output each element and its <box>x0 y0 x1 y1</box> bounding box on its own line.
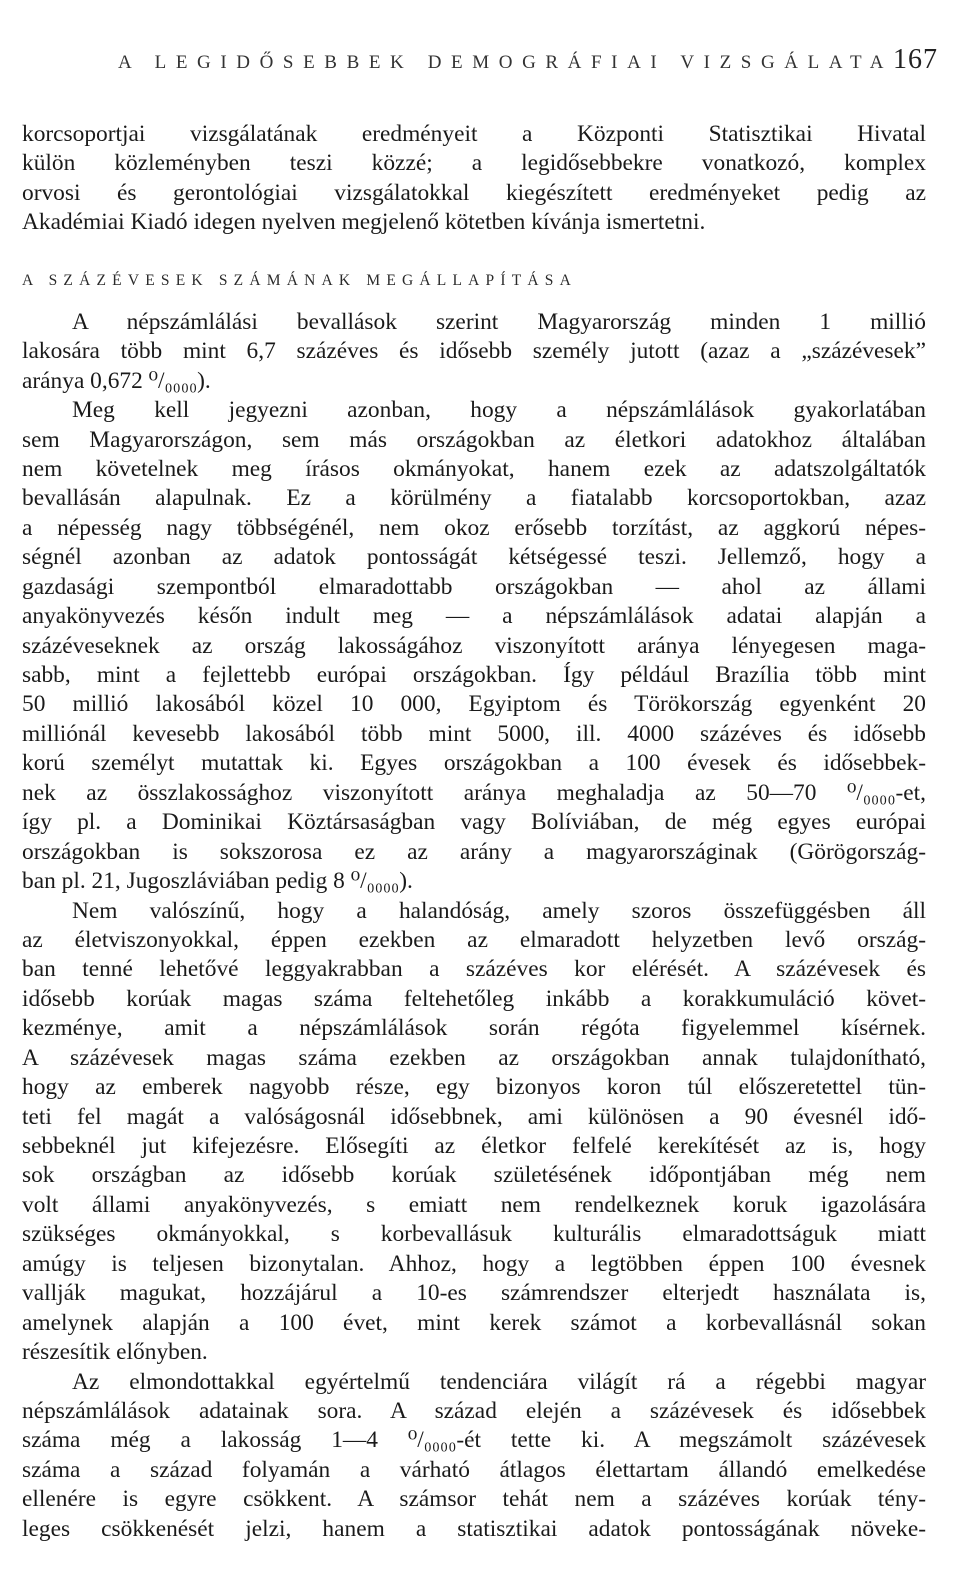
text-line: teti fel magát a valóságosnál idősebbnek, ami különösen a 90 évesnél idő- <box>22 1103 926 1130</box>
text-line: sabb, mint a fejlettebb európai országokban. Így például Brazília több mint <box>22 662 926 688</box>
text-line: sem Magyarországon, sem más országokban az életkori adatokhoz általában <box>22 426 926 453</box>
text-line: sebbeknél jut kifejezésre. Elősegíti az életkor felfelé kerekítését az is, hogy <box>22 1133 926 1159</box>
text-line: Az elmondottakkal egyértelmű tendenciára világít rá a régebbi magyar <box>72 1368 926 1395</box>
text-line: korcsoportjai vizsgálatának eredményeit a Központi Statisztikai Hivatal <box>22 121 926 147</box>
text-line: Akadémiai Kiadó idegen nyelven megjelenő kötetben kívánja ismertetni. <box>22 209 706 236</box>
text-line: száma a század folyamán a várható átlagos élettartam állandó emelkedése <box>22 1456 926 1483</box>
paragraph-2 <box>22 396 926 896</box>
text-line: kezménye, amit a népszámlálások során régóta figyelemmel kísérnek. <box>22 1015 926 1042</box>
text-line: amúgy is teljesen bizonytalan. Ahhoz, hogy a legtöbben éppen 100 évesnek <box>22 1250 926 1277</box>
text-line: ban tenné lehetővé leggyakrabban a százéves kor elérését. A százévesek és <box>22 956 926 983</box>
text-line: ellenére is egyre csökkent. A számsor tehát nem a százéves korúak tény- <box>22 1486 926 1513</box>
text-line: gazdasági szempontból elmaradottabb országokban — ahol az állami <box>22 573 926 600</box>
text-line: százéveseknek az ország lakosságához viszonyított aránya lényegesen maga- <box>22 632 926 659</box>
text-line: az életviszonyokkal, éppen ezekben az elmaradott helyzetben levő ország- <box>22 926 926 953</box>
page-number: 167 <box>893 44 939 75</box>
paragraph-3 <box>22 897 926 1368</box>
text-line: aránya 0,672 ⁰/₀₀₀₀). <box>22 367 211 394</box>
text-line: volt állami anyakönyvezés, s emiatt nem rendelkeznek koruk igazolására <box>22 1191 926 1218</box>
text-line: a népesség nagy többségénél, nem okoz erősebb torzítást, az aggkorú népes- <box>22 514 926 541</box>
text-line: lakosára több mint 6,7 százéves és idősebb személy jutott (azaz a „százévesek” <box>22 338 926 365</box>
text-line: szükséges okmányokkal, s korbevallásuk kulturális elmaradottságuk miatt <box>22 1221 926 1248</box>
text-line: külön közleményben teszi közzé; a legidősebbekre vonatkozó, komplex <box>22 150 926 177</box>
text-line: vallják magukat, hozzájárul a 10-es számrendszer elterjedt használata is, <box>22 1280 926 1307</box>
text-line: bevallásán alapulnak. Ez a körülmény a fiatalabb korcsoportokban, azaz <box>22 485 926 512</box>
intro-paragraph <box>22 120 926 238</box>
text-line: anyakönyvezés későn indult meg — a népszámlálások adatai alapján a <box>22 603 926 630</box>
text-line: korú személyt mutattak ki. Egyes országokban a 100 évesek és idősebbek- <box>22 750 926 777</box>
paragraph-4 <box>22 1368 926 1545</box>
text-line: A százévesek magas száma ezekben az országokban annak tulajdonítható, <box>22 1044 926 1071</box>
text-line: Meg kell jegyezni azonban, hogy a népszámlálások gyakorlatában <box>72 397 926 424</box>
text-line: nek az összlakossághoz viszonyított aránya meghaladja az 50—70 ⁰/₀₀₀₀-et, <box>22 779 926 806</box>
text-line: A népszámlálási bevallások szerint Magyarország minden 1 millió <box>72 308 926 335</box>
text-line: országokban is sokszorosa ez az arány a magyarországinak (Görögország- <box>22 838 926 865</box>
text-line: részesítik előnyben. <box>22 1339 208 1366</box>
text-line: leges csökkenését jelzi, hanem a statisztikai adatok pontosságának növeke- <box>22 1515 926 1542</box>
page-body <box>22 120 926 1544</box>
text-line: nem követelnek meg írásos okmányokat, hanem ezek az adatszolgáltatók <box>22 455 926 482</box>
text-line: idősebb korúak magas száma feltehetőleg inkább a korakkumuláció követ- <box>22 985 926 1012</box>
text-line: sok országban az idősebb korúak születésének időpontjában még nem <box>22 1162 926 1189</box>
running-title: A LEGIDŐSEBBEK DEMOGRÁFIAI VIZSGÁLATA <box>118 52 894 73</box>
text-line: amelynek alapján a 100 évet, mint kerek számot a korbevallásnál sokan <box>22 1309 926 1336</box>
section-title: A SZÁZÉVESEK SZÁMÁNAK MEGÁLLAPÍTÁSA <box>22 271 577 289</box>
text-line: ségnél azonban az adatok pontosságát kétségessé teszi. Jellemző, hogy a <box>22 544 926 571</box>
text-line: ban pl. 21, Jugoszláviában pedig 8 ⁰/₀₀₀₀). <box>22 868 413 895</box>
text-line: Nem valószínű, hogy a halandóság, amely szoros összefüggésben áll <box>72 897 926 924</box>
paragraph-1 <box>22 308 926 396</box>
page-header <box>118 44 939 78</box>
text-line: 50 millió lakosából közel 10 000, Egyiptom és Törökország egyenként 20 <box>22 691 926 718</box>
text-line: orvosi és gerontológiai vizsgálatokkal kiegészített eredményeket pedig az <box>22 179 926 206</box>
text-line: száma még a lakosság 1—4 ⁰/₀₀₀₀-ét tette ki. A megszámolt százévesek <box>22 1427 926 1454</box>
text-line: milliónál kevesebb lakosából több mint 5000, ill. 4000 százéves és idősebb <box>22 720 926 747</box>
text-line: hogy az emberek nagyobb része, egy bizonyos koron túl előszeretettel tün- <box>22 1074 926 1101</box>
text-line: népszámlálások adatainak sora. A század elején a százévesek és idősebbek <box>22 1397 926 1424</box>
text-line: így pl. a Dominikai Köztársaságban vagy Bolíviában, de még egyes európai <box>22 809 926 836</box>
